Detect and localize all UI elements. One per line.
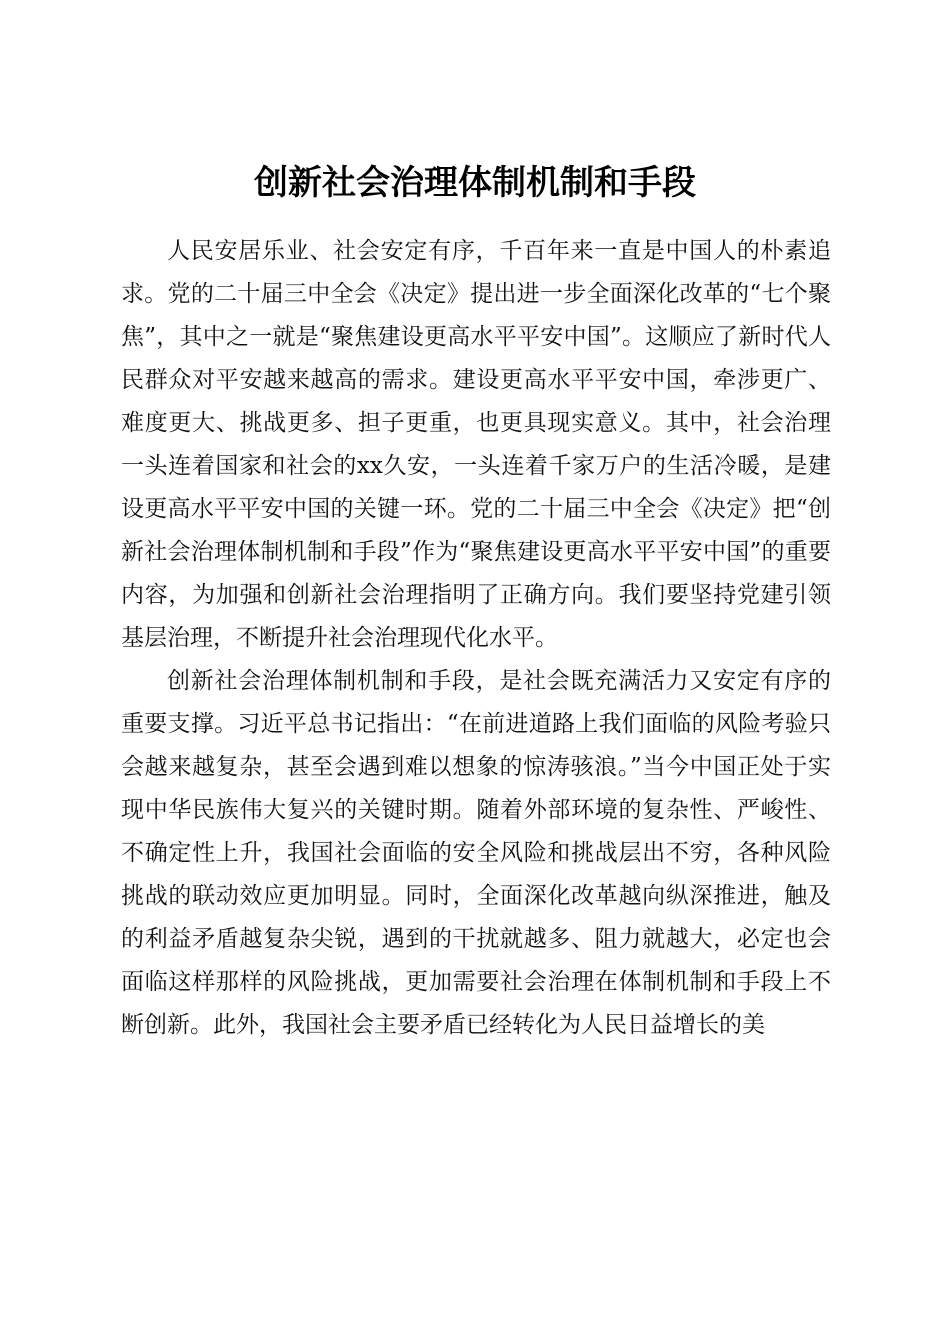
paragraph-2: 创新社会治理体制机制和手段，是社会既充满活力又安定有序的重要支撑。习近平总书记指出：“在前进道路上我们面临的风险考验只会越来越复杂，甚至会遇到难以想象的惊涛骇浪。”当今中国正处于实现中华民族伟大复兴的关键时期。随着外部环境的复杂性、严峻性、不确定性上升，我国社会面临的安全风险和挑战层出不穷，各种风险挑战的联动效应更加明显。同时，全面深化改革越向纵深推进，触及的利益矛盾越复杂尖锐，遇到的干扰就越多、阻力就越大，必定也会面临这样那样的风险挑战，更加需要社会治理在体制机制和手段上不断创新。此外，我国社会主要矛盾已经转化为人民日益增长的美 — [121, 668, 831, 1038]
document-body — [121, 230, 831, 1047]
paragraph-1: 人民安居乐业、社会安定有序，千百年来一直是中国人的朴素追求。党的二十届三中全会《决定》提出进一步全面深化改革的“七个聚焦”，其中之一就是“聚焦建设更高水平平安中国”。这顺应了新时代人民群众对平安越来越高的需求。建设更高水平平安中国，牵涉更广、难度更大、挑战更多、担子更重，也更具现实意义。其中，社会治理一头连着国家和社会的xx久安，一头连着千家万户的生活冷暖，是建设更高水平平安中国的关键一环。党的二十届三中全会《决定》把“创新社会治理体制机制和手段”作为“聚焦建设更高水平平安中国”的重要内容，为加强和创新社会治理指明了正确方向。我们要坚持党建引领基层治理，不断提升社会治理现代化水平。 — [121, 238, 831, 651]
document-title: 创新社会治理体制机制和手段 — [254, 162, 696, 203]
